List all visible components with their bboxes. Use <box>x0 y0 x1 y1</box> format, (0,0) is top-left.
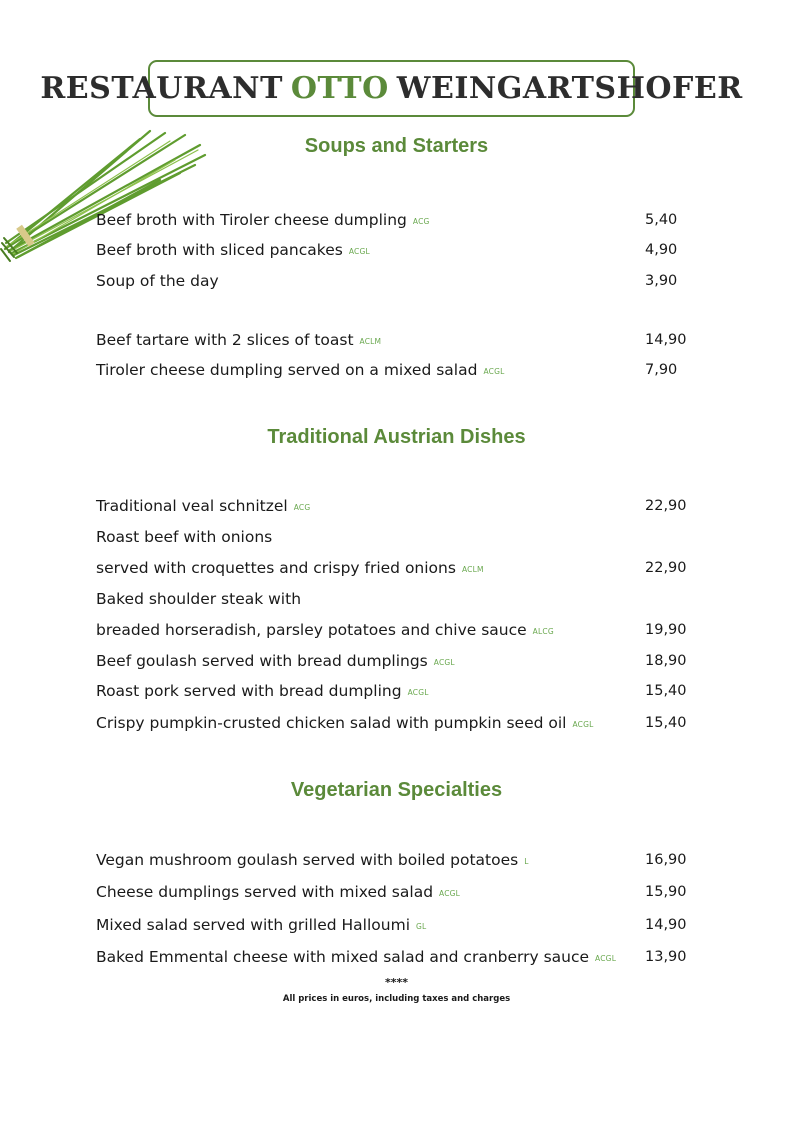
menu-item <box>96 589 696 609</box>
item-name: Roast beef with onions <box>96 528 273 546</box>
price-note: All prices in euros, including taxes and charges <box>282 994 511 1004</box>
item-price: 18,90 <box>645 653 687 669</box>
menu-item <box>96 271 696 291</box>
item-price: 16,90 <box>645 852 687 868</box>
item-price: 13,90 <box>645 949 687 965</box>
item-name: Baked Emmental cheese with mixed salad and cranberry sauce <box>96 948 590 966</box>
menu-item <box>96 947 696 969</box>
item-price: 7,90 <box>645 362 678 378</box>
menu-item <box>96 915 696 937</box>
allergen-codes: ACGL <box>407 688 429 697</box>
item-price: 15,40 <box>645 715 687 731</box>
item-name: Mixed salad served with grilled Halloumi <box>96 916 411 934</box>
item-name: Soup of the day <box>96 272 219 290</box>
item-name: Crispy pumpkin-crusted chicken salad with pumpkin seed oil <box>96 714 567 732</box>
item-name: Beef broth with sliced pancakes <box>96 241 343 259</box>
title-weingartshofer: WEINGARTSHOFER <box>396 71 743 106</box>
menu-item <box>96 882 696 904</box>
item-name: Vegan mushroom goulash served with boiled potatoes <box>96 851 519 869</box>
allergen-codes: L <box>524 857 529 866</box>
item-price: 15,90 <box>645 884 687 900</box>
title-otto: OTTO <box>290 71 389 106</box>
title-restaurant: RESTAURANT <box>40 71 283 106</box>
item-name: Tiroler cheese dumpling served on a mixed salad <box>96 361 478 379</box>
menu-item <box>96 681 696 703</box>
menu-item <box>96 330 696 352</box>
menu-item <box>96 620 696 642</box>
menu-item <box>96 360 696 382</box>
allergen-codes: ACLM <box>461 565 484 574</box>
allergen-codes: ACGL <box>348 247 370 256</box>
item-name: Beef broth with Tiroler cheese dumpling <box>96 211 407 229</box>
section-title-soups: Soups and Starters <box>304 135 489 157</box>
item-name: Roast pork served with bread dumpling <box>96 682 402 700</box>
section-title-traditional: Traditional Austrian Dishes <box>267 426 526 448</box>
restaurant-title-box <box>40 60 743 117</box>
allergen-codes: GL <box>416 922 427 931</box>
footer-stars: **** <box>384 976 408 989</box>
menu-item <box>96 558 696 580</box>
menu-item <box>96 210 696 232</box>
item-name: Beef tartare with 2 slices of toast <box>96 331 354 349</box>
item-price: 14,90 <box>645 332 687 348</box>
menu-item <box>96 240 696 262</box>
allergen-codes: ACGL <box>439 889 461 898</box>
item-price: 22,90 <box>645 498 687 514</box>
item-price: 15,40 <box>645 683 687 699</box>
item-name: served with croquettes and crispy fried onions <box>96 559 456 577</box>
item-price: 22,90 <box>645 560 687 576</box>
allergen-codes: ACG <box>412 217 430 226</box>
item-name: Beef goulash served with bread dumplings <box>96 652 428 670</box>
item-price: 14,90 <box>645 917 687 933</box>
allergen-codes: ACGL <box>595 954 617 963</box>
allergen-codes: ACLM <box>359 337 382 346</box>
menu-item <box>96 713 696 735</box>
item-price: 19,90 <box>645 622 687 638</box>
allergen-codes: ACGL <box>572 720 594 729</box>
allergen-codes: ACGL <box>433 658 455 667</box>
item-name: breaded horseradish, parsley potatoes and chive sauce <box>96 621 527 639</box>
item-price: 3,90 <box>645 273 678 289</box>
item-price: 4,90 <box>645 242 678 258</box>
menu-item <box>96 527 696 547</box>
allergen-codes: ACGL <box>483 367 505 376</box>
allergen-codes: ALCG <box>532 627 554 636</box>
menu-item <box>96 496 696 518</box>
item-price: 5,40 <box>645 212 678 228</box>
section-title-vegetarian: Vegetarian Specialties <box>290 779 503 801</box>
menu-item <box>96 651 696 673</box>
item-name: Cheese dumplings served with mixed salad <box>96 883 434 901</box>
item-name: Baked shoulder steak with <box>96 590 302 608</box>
allergen-codes: ACG <box>293 503 311 512</box>
item-name: Traditional veal schnitzel <box>96 497 288 515</box>
menu-item <box>96 850 696 872</box>
